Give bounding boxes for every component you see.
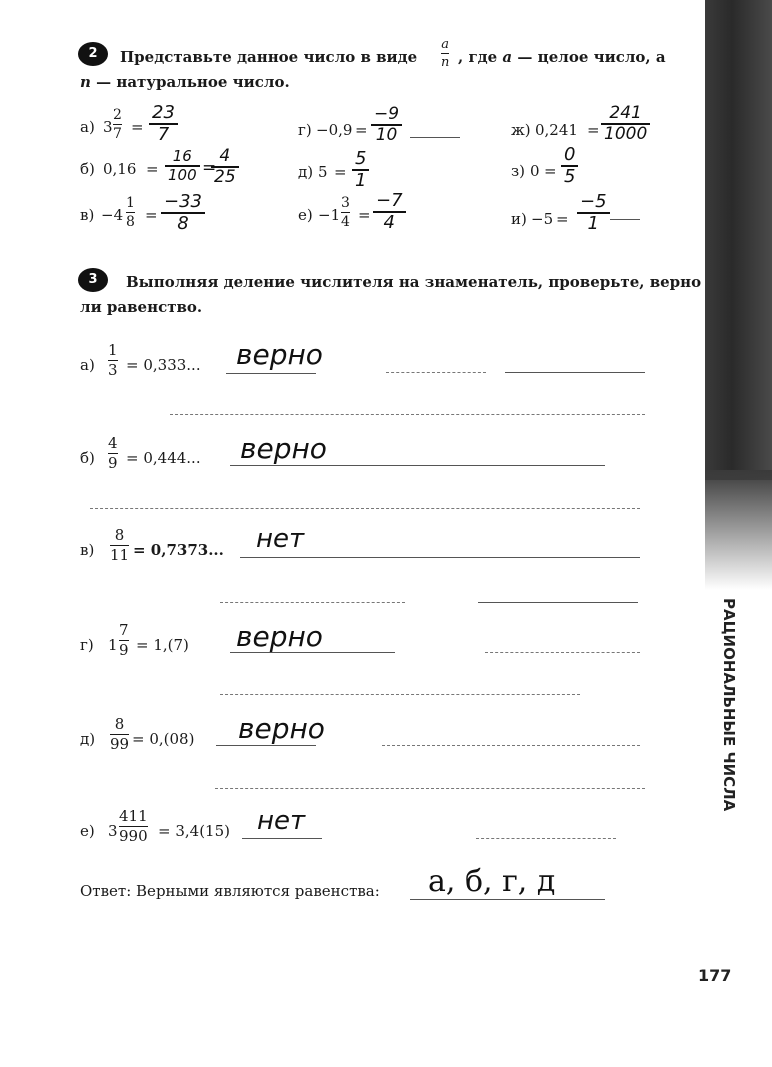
answer-line <box>505 372 645 373</box>
answer-line <box>386 372 486 373</box>
task-3-item-v-answer: нет <box>256 524 305 554</box>
task-2-item-v-label: в) <box>80 206 95 224</box>
task-3-item-v-fraction: 8 11 <box>110 526 130 564</box>
answer-line <box>220 602 405 603</box>
task-3-item-v-label: в) <box>80 541 95 559</box>
task-2-item-b-answer-reduced: 4 25 <box>214 148 236 186</box>
task-3-number: 3 <box>78 268 108 292</box>
task-3-item-d-fraction: 8 99 <box>110 715 130 753</box>
page-number: 177 <box>698 966 732 985</box>
answer-line <box>476 838 616 839</box>
answer-line <box>610 219 640 220</box>
task-2-item-i-answer: −5 1 <box>580 193 607 233</box>
task-3-item-e-rhs: = 3,4(15) <box>158 822 230 840</box>
task-2-item-zh-label: ж) <box>511 121 531 139</box>
task-2-item-a-fraction: 2 7 <box>113 107 122 142</box>
answer-line <box>216 745 316 746</box>
task-2-item-b-answer: 16 100 <box>168 149 197 183</box>
task-2-item-zh-value: 0,241 <box>535 121 578 139</box>
task-3-item-a-fraction: 1 3 <box>108 341 118 379</box>
task-3-item-e-label: е) <box>80 822 95 840</box>
answer-line <box>410 899 605 900</box>
equals-sign: = <box>146 160 159 178</box>
task-2-item-d-label: д) <box>298 163 314 181</box>
task-3-item-a-rhs: = 0,333... <box>126 356 201 374</box>
equals-sign: = <box>355 121 368 139</box>
answer-line <box>170 414 645 415</box>
equals-sign: = <box>358 206 371 224</box>
task-2-item-g-answer: −9 10 <box>374 106 399 144</box>
equals-sign: = <box>334 163 347 181</box>
task-3-item-b-rhs: = 0,444... <box>126 449 201 467</box>
task-2-item-d-value: 5 <box>318 163 328 181</box>
task-2-item-i-label: и) <box>511 210 527 228</box>
task-3-item-g-label: г) <box>80 636 94 654</box>
chapter-title: РАЦИОНАЛЬНЫЕ ЧИСЛА <box>720 598 738 812</box>
task-2-item-e-whole: −1 <box>318 206 341 224</box>
equals-sign-handwritten: = <box>202 158 217 178</box>
task-3-item-d-label: д) <box>80 730 96 748</box>
task-2-item-e-answer: −7 4 <box>376 192 403 232</box>
task-2-fraction-a-n: a n <box>441 37 450 70</box>
task-3-item-e-whole: 3 <box>108 822 118 840</box>
equals-sign: = <box>556 210 569 228</box>
answer-line <box>220 694 580 695</box>
task-3-item-d-answer: верно <box>238 712 325 745</box>
task-2-item-g-value: −0,9 <box>316 121 353 139</box>
task-2-item-e-fraction: 3 4 <box>341 195 350 230</box>
answer-line <box>226 373 316 374</box>
answer-line <box>478 602 638 603</box>
task-3-answer-value: а, б, г, д <box>428 864 556 899</box>
answer-line <box>240 557 640 558</box>
task-3-item-e-fraction: 411 990 <box>119 807 148 845</box>
task-3-item-b-answer: верно <box>240 432 327 465</box>
equals-sign: = <box>544 162 557 180</box>
task-3-instruction-line2: ли равенство. <box>80 298 203 316</box>
task-2-instruction-line2: n — натуральное число. <box>80 73 290 91</box>
task-2-instruction-line1-rest: , где a — целое число, а <box>458 48 666 66</box>
task-3-item-d-rhs: = 0,(08) <box>132 730 195 748</box>
task-2-item-z-label: з) <box>511 162 526 180</box>
task-2-item-zh-answer: 241 1000 <box>604 105 647 143</box>
task-2-item-g-label: г) <box>298 121 312 139</box>
task-3-item-g-rhs: = 1,(7) <box>136 636 189 654</box>
task-3-item-b-fraction: 4 9 <box>108 434 118 472</box>
task-2-item-a-answer: 23 7 <box>152 104 175 144</box>
side-strip <box>705 0 772 480</box>
answer-line <box>382 745 640 746</box>
task-3-item-g-answer: верно <box>236 620 323 653</box>
task-3-item-v-rhs: = 0,7373... <box>133 541 224 559</box>
task-3-answer-label: Ответ: Верными являются равенства: <box>80 882 380 900</box>
answer-line <box>90 508 640 509</box>
task-2-item-v-whole: −4 <box>101 206 124 224</box>
task-2-item-v-fraction: 1 8 <box>126 195 135 230</box>
task-3-item-g-whole: 1 <box>108 636 118 654</box>
answer-line <box>215 788 645 789</box>
task-2-item-a-whole: 3 <box>103 118 113 136</box>
answer-line <box>230 465 605 466</box>
task-2-item-d-answer: 5 1 <box>355 150 366 190</box>
task-2-item-z-value: 0 <box>530 162 540 180</box>
task-2-item-i-value: −5 <box>531 210 554 228</box>
task-2-item-a-label: а) <box>80 118 95 136</box>
task-3-item-g-fraction: 7 9 <box>119 621 129 659</box>
task-2-item-z-answer: 0 5 <box>564 146 575 186</box>
side-strip-fade <box>705 470 772 590</box>
equals-sign: = <box>145 206 158 224</box>
task-3-item-b-label: б) <box>80 449 95 467</box>
task-2-instruction-line1: Представьте данное число в виде <box>120 48 418 66</box>
task-3-item-a-answer: верно <box>236 338 323 371</box>
task-3-item-e-answer: нет <box>257 806 306 836</box>
task-3-item-a-label: а) <box>80 356 95 374</box>
task-3-instruction-line1: Выполняя деление числителя на знаменатель, проверьте, верно <box>126 273 702 291</box>
task-2-item-b-label: б) <box>80 160 95 178</box>
task-2-item-v-answer: −33 8 <box>164 193 202 233</box>
task-2-item-e-label: е) <box>298 206 313 224</box>
answer-line <box>485 652 640 653</box>
task-2-number: 2 <box>78 42 108 66</box>
task-2-item-b-value: 0,16 <box>103 160 137 178</box>
answer-line <box>410 137 460 138</box>
answer-line <box>242 838 322 839</box>
equals-sign: = <box>131 118 144 136</box>
equals-sign: = <box>587 121 600 139</box>
answer-line <box>230 652 395 653</box>
